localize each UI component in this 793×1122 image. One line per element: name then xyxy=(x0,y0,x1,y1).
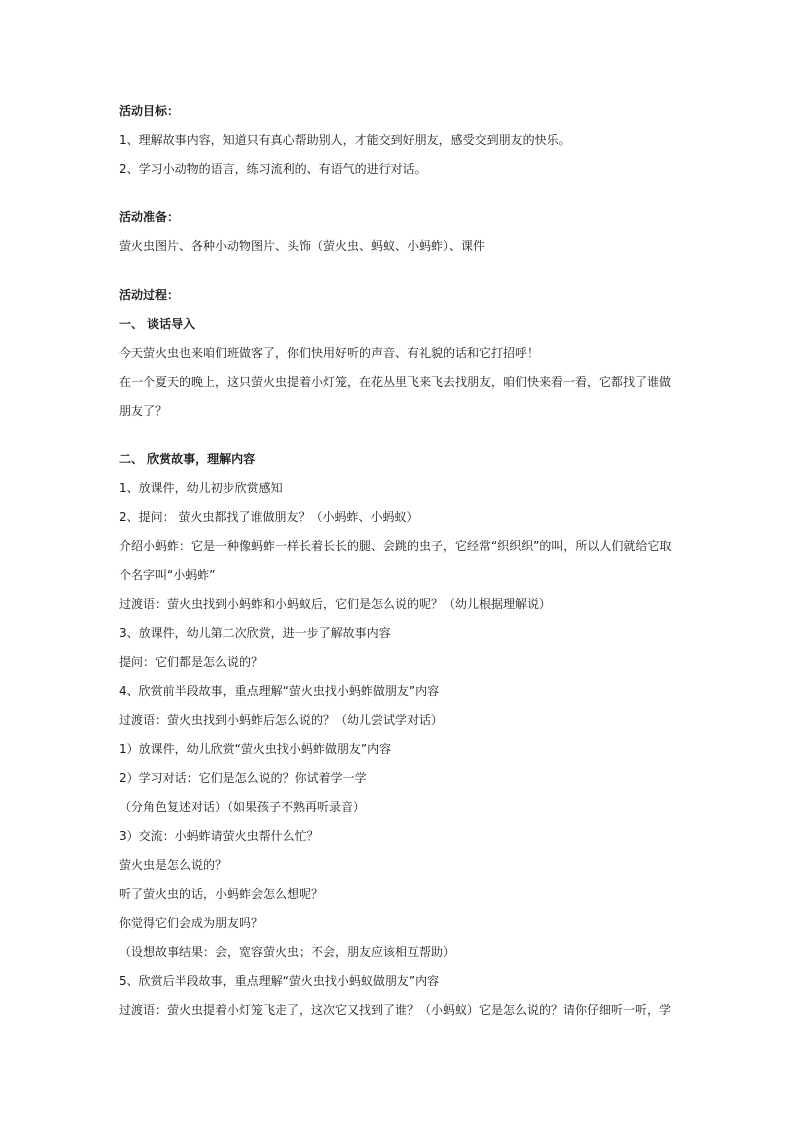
paragraph-line: 2）学习对话：它们是怎么说的？你试着学一学 xyxy=(119,771,367,785)
paragraph-line: 过渡语：萤火虫找到小蚂蚱后怎么说的？（幼儿尝试学对话） xyxy=(119,713,444,727)
paragraph-line: 听了萤火虫的话，小蚂蚱会怎么想呢？ xyxy=(119,887,324,901)
subsection-heading: 一、 谈话导入 xyxy=(119,317,196,331)
paragraph-line: （分角色复述对话）（如果孩子不熟再听录音） xyxy=(119,800,366,814)
paragraph-line: 今天萤火虫也来咱们班做客了，你们快用好听的声音、有礼貌的话和它打招呼！ xyxy=(119,346,540,360)
paragraph-line: （设想故事结果：会，宽容萤火虫；不会，朋友应该相互帮助） xyxy=(119,945,456,959)
paragraph-line: 介绍小蚂蚱：它是一种像蚂蚱一样长着长长的腿、会跳的虫子，它经常“织织织”的叫，所以人们就给它取 xyxy=(119,539,672,553)
paragraph-line: 朋友了？ xyxy=(119,404,168,418)
paragraph-line: 萤火虫图片、各种小动物图片、头饰（萤火虫、蚂蚁、小蚂蚱）、课件 xyxy=(119,239,486,253)
paragraph-line: 你觉得它们会成为朋友吗？ xyxy=(119,916,264,930)
section-heading-goals: 活动目标： xyxy=(119,104,180,118)
paragraph-line: 3）交流：小蚂蚱请萤火虫帮什么忙？ xyxy=(119,829,319,843)
section-heading-process: 活动过程： xyxy=(119,288,180,302)
paragraph-line: 1、放课件，幼儿初步欣赏感知 xyxy=(119,481,283,495)
paragraph-line: 过渡语：萤火虫提着小灯笼飞走了，这次它又找到了谁？（小蚂蚁）它是怎么说的？请你仔细听一听，学 xyxy=(119,1003,672,1017)
paragraph-line: 在一个夏天的晚上，这只萤火虫提着小灯笼，在花丛里飞来飞去找朋友，咱们快来看一看，它都找了谁做 xyxy=(119,375,672,389)
section-heading-preparation: 活动准备： xyxy=(119,210,180,224)
paragraph-line: 1、理解故事内容，知道只有真心帮助别人，才能交到好朋友，感受交到朋友的快乐。 xyxy=(119,133,571,147)
paragraph-line: 个名字叫“小蚂蚱” xyxy=(119,568,216,582)
subsection-heading: 二、 欣赏故事，理解内容 xyxy=(119,452,256,466)
paragraph-line: 过渡语：萤火虫找到小蚂蚱和小蚂蚁后，它们是怎么说的呢？（幼儿根据理解说） xyxy=(119,597,552,611)
paragraph-line: 5、欣赏后半段故事，重点理解“萤火虫找小蚂蚁做朋友”内容 xyxy=(119,974,440,988)
paragraph-line: 萤火虫是怎么说的？ xyxy=(119,858,228,872)
paragraph-line: 4、欣赏前半段故事，重点理解“萤火虫找小蚂蚱做朋友”内容 xyxy=(119,684,440,698)
paragraph-line: 提问：它们都是怎么说的？ xyxy=(119,655,264,669)
paragraph-line: 3、放课件，幼儿第二次欣赏，进一步了解故事内容 xyxy=(119,626,391,640)
paragraph-line: 1）放课件，幼儿欣赏“萤火虫找小蚂蚱做朋友”内容 xyxy=(119,742,392,756)
paragraph-line: 2、提问： 萤火虫都找了谁做朋友？（小蚂蚱、小蚂蚁） xyxy=(119,510,419,524)
paragraph-line: 2、学习小动物的语言，练习流利的、有语气的进行对话。 xyxy=(119,162,427,176)
